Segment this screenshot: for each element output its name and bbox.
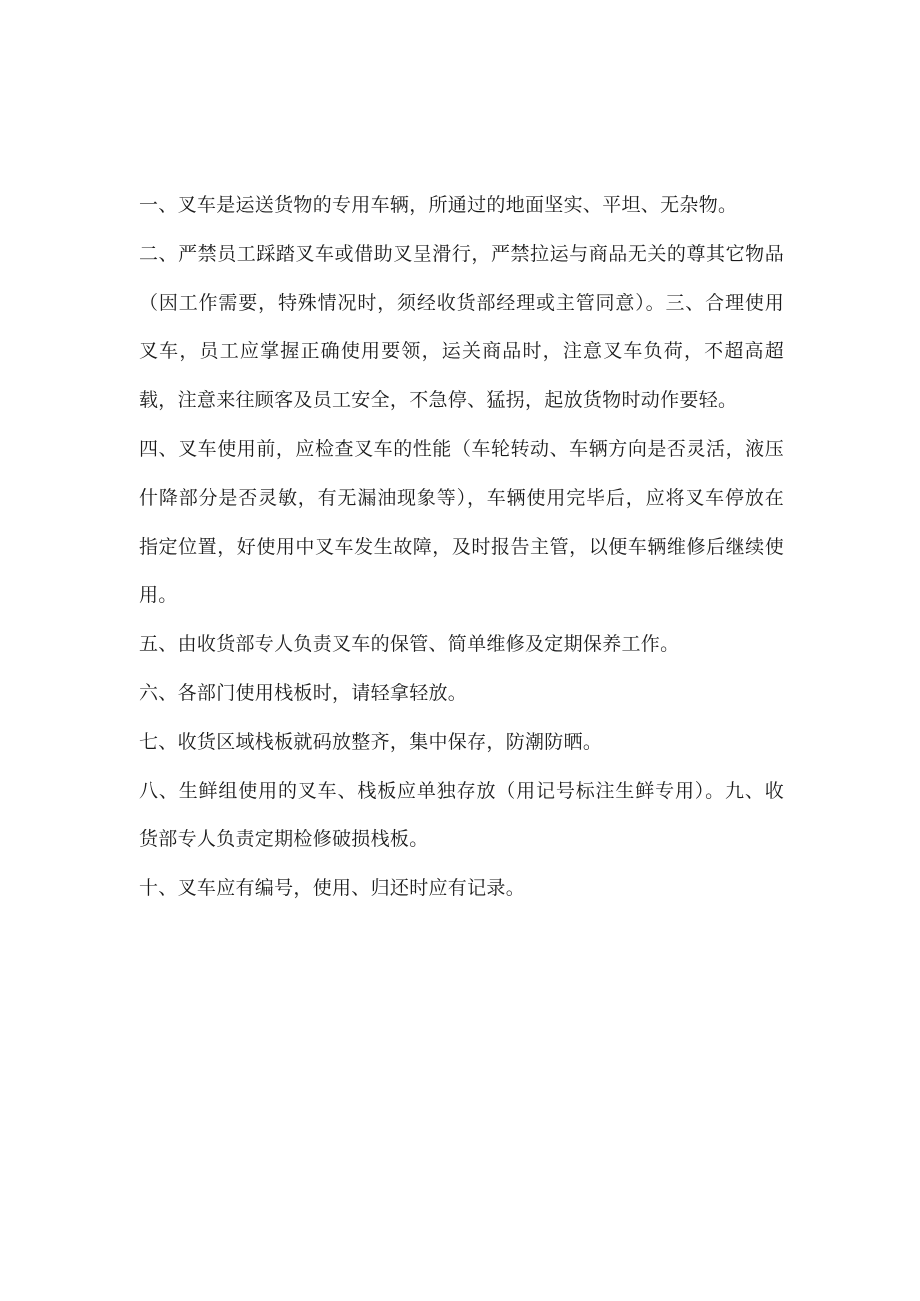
paragraph-2: 二、严禁员工踩踏叉车或借助叉呈滑行，严禁拉运与商品无关的尊其它物品（因工作需要，特殊情况时，须经收货部经理或主管同意）。三、合理使用叉车，员工应掌握正确使用要领，运关商品时，注意叉车负荷，不超高超载，注意来往顾客及员工安全，不急停、猛拐，起放货物时动作要轻。 <box>139 242 784 412</box>
paragraph-4: 五、由收货部专人负责叉车的保管、简单维修及定期保养工作。 <box>139 633 680 656</box>
paragraph-5: 六、各部门使用栈板时，请轻拿轻放。 <box>139 681 468 704</box>
paragraph-3: 四、叉车使用前，应检查叉车的性能（车轮转动、车辆方向是否灵活，液压什降部分是否灵敏，有无漏油现象等），车辆使用完毕后，应将叉车停放在指定位置，好使用中叉车发生故障，及时报告主管，以便车辆维修后继续使用。 <box>139 437 784 607</box>
paragraph-7: 八、生鲜组使用的叉车、栈板应单独存放（用记号标注生鲜专用）。九、收货部专人负责定期检修破损栈板。 <box>139 779 784 851</box>
paragraph-6: 七、收货区域栈板就码放整齐，集中保存，防潮防晒。 <box>139 730 603 753</box>
document-body <box>139 181 784 913</box>
paragraph-1: 一、叉车是运送货物的专用车辆，所通过的地面坚实、平坦、无杂物。 <box>139 194 738 216</box>
paragraph-8: 十、叉车应有编号，使用、归还时应有记录。 <box>139 877 526 900</box>
